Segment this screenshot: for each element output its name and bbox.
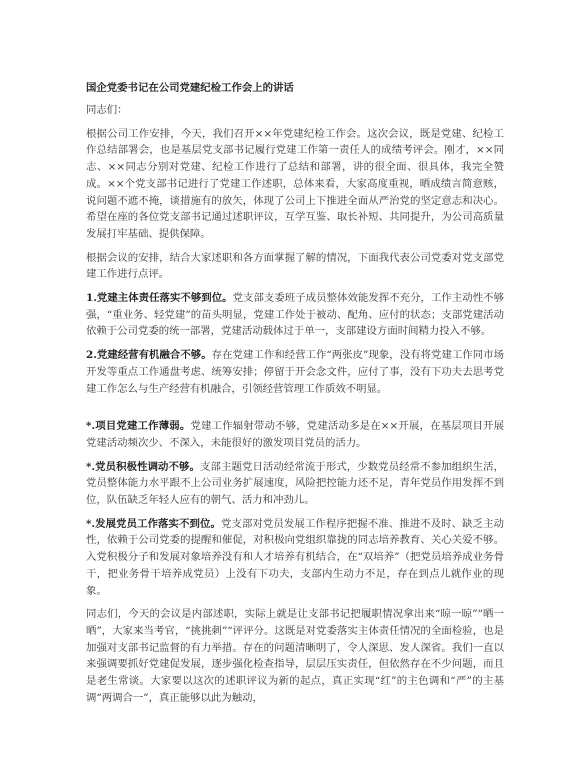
paragraph [86, 126, 504, 243]
paragraph [86, 290, 504, 340]
paragraph-text: 党支部支委班子成员整体效能发挥不充分，工作主动性不够强，“重业务、轻党建”的苗头明显，党建工作处于被动、配角、应付的状态；支部党建活动依赖于公司党委的统一部署，党建活动载体过于单一，支部建设方面时间精力投入不够。 [86, 292, 504, 338]
paragraph [86, 347, 504, 397]
salutation: 同志们： [86, 104, 128, 116]
section-gap [86, 404, 504, 418]
paragraph-heading: 2.党建经营有机融合不够。 [86, 349, 212, 362]
paragraph [86, 418, 504, 451]
paragraph [86, 250, 504, 283]
paragraph-text: 党建工作辐射带动不够，党建活动多是在××开展，在基层项目开展党建活动频次少、不深入，未能很好的激发项目党员的活力。 [86, 420, 504, 449]
paragraph-heading: 1.党建主体责任落实不够到位。 [86, 292, 233, 305]
paragraph [86, 459, 504, 509]
paragraph-text: 存在党建工作和经营工作“两张皮”现象，没有将党建工作同市场开发等重点工作通盘考虑、统筹安排；停留于开会念文件，应付了事，没有下功夫去思考党建工作怎么与生产经营有机融合，引领经营管理工作质效不明显。 [86, 349, 504, 395]
document-body [86, 126, 504, 707]
paragraph-text: 党支部对党员发展工作程序把握不准、推进不及时、缺乏主动性，依赖于公司党委的提醒和催促，对积极向党组织靠拢的同志培养教育、关心关爱不够。入党积极分子和发展对象培养没有和人才培养有机结合，在“双培养”（把党员培养成业务骨干，把业务骨干培养成党员）上没有下功夫，支部内生动力不足，存在到点儿就作业的现象。 [86, 517, 504, 597]
paragraph-text: 根据公司工作安排，今天，我们召开××年党建纪检工作会。这次会议，既是党建、纪检工作总结部署会，也是基层党支部书记履行党建工作第一责任人的成绩考评会。刚才，××同志、××同志分别对党建、纪检工作进行了总结和部署，讲的很全面、很具体，我完全赞成。××个党支部书记进行了党建工作述职，总体来看，大家高度重视，晒成绩言简意赅，说问题不遮不掩，谈措施有的放矢，体现了公司上下推进全面从严治党的坚定意志和决心。希望在座的各位党支部书记通过述职评议，互学互鉴、取长补短、共同提升，为公司高质量发展打牢基础、提供保障。 [86, 127, 504, 240]
paragraph-heading: *.党员积极性调动不够。 [86, 460, 201, 473]
paragraph [86, 516, 504, 600]
paragraph [86, 606, 504, 706]
paragraph-heading: *.发展党员工作落实不到位。 [86, 517, 221, 530]
document-title: 国企党委书记在公司党建纪检工作会上的讲话 [86, 82, 294, 94]
paragraph-text: 同志们，今天的会议是内部述职，实际上就是让支部书记把履职情况拿出来“晾一晾”“晒一晒”，大家来当考官，“挑挑刺”“评评分。这既是对党委落实主体责任情况的全面检验，也是加强对支部书记监督的有力举措。存在的问题清晰明了，令人深思、发人深省。我们一直以来强调要抓好党建促发展，逐步强化检查指导，层层压实责任，但依然存在不少问题，而且是老生常谈。大家要以这次的述职评议为新的起点，真正实现“红”的主色调和“严”的主基调“两调合一”，真正能够以此为触动， [86, 608, 504, 704]
paragraph-heading: *.项目党建工作薄弱。 [86, 420, 191, 433]
paragraph-text: 支部主题党日活动经常流于形式，少数党员经常不参加组织生活，党员整体能力水平跟不上公司业务扩展速度，风险把控能力还不足，青年党员作用发挥不到位，队伍缺乏年轻人应有的朝气、活力和冲劲儿。 [86, 460, 504, 507]
paragraph-text: 根据会议的安排，结合大家述职和各方面掌握了解的情况，下面我代表公司党委对党支部党建工作进行点评。 [86, 251, 504, 281]
